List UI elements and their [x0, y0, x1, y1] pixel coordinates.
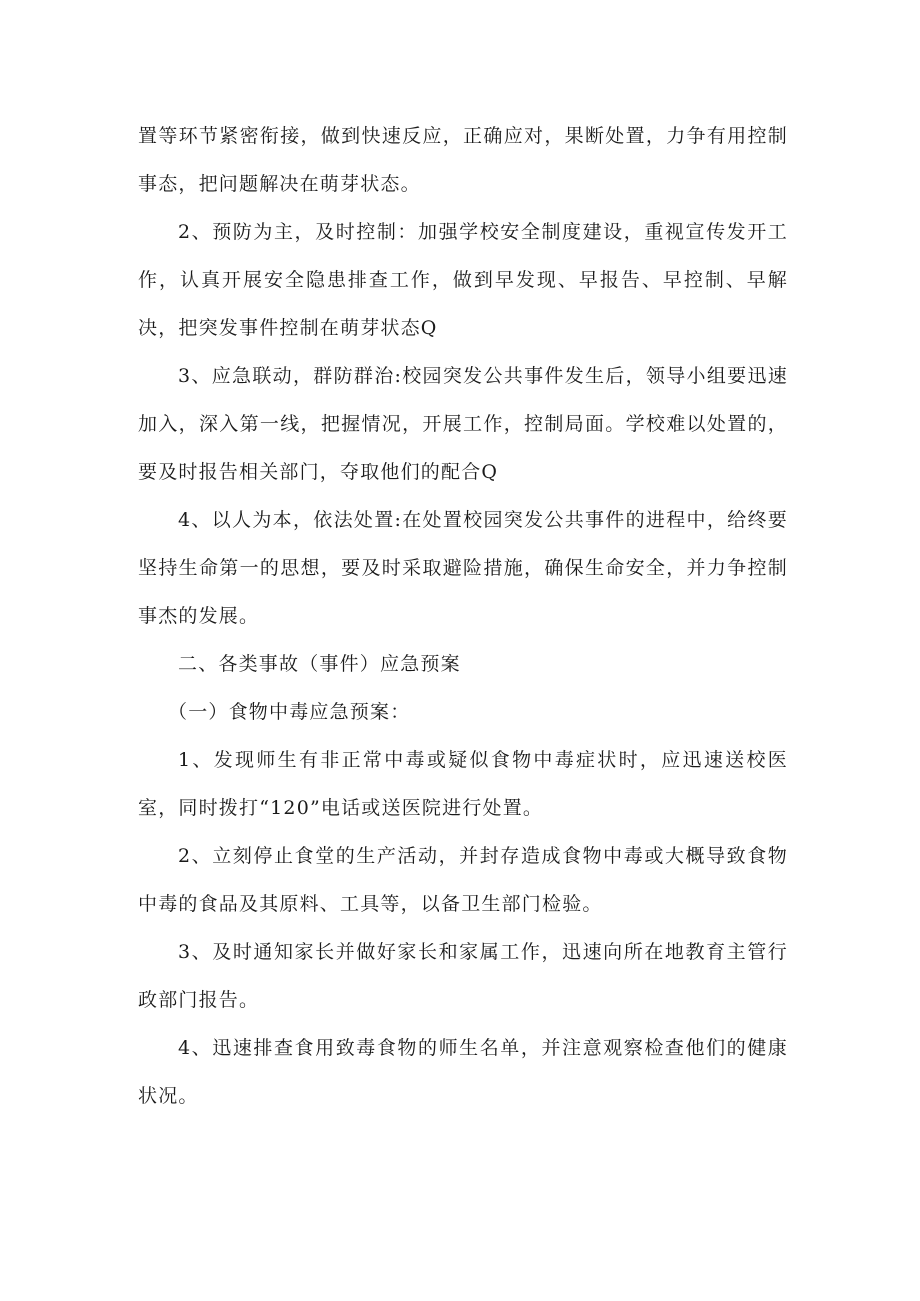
document-body: [138, 112, 788, 1120]
section-heading: 二、各类事故（事件）应急预案: [178, 653, 461, 675]
list-item: 2、立刻停止食堂的生产活动，并封存造成食物中毒或大概导致食物中毒的食品及其原料、工具等，以备卫生部门检验。: [138, 845, 788, 915]
paragraph-continued: 置等环节紧密衔接，做到快速反应，正确应对，果断处置，力争有用控制事态，把问题解决在萌芽状态。: [138, 125, 788, 195]
paragraph-emergency-linkage: 3、应急联动，群防群治:校园突发公共事件发生后，领导小组要迅速加入，深入第一线，把握情况，开展工作，控制局面。学校难以处置的，要及时报告相关部门，夺取他们的配合Q: [138, 365, 788, 483]
subsection-heading: （一）食物中毒应急预案：: [168, 701, 411, 723]
list-item: 1、发现师生有非正常中毒或疑似食物中毒症状时，应迅速送校医室，同时拨打“120”电话或送医院进行处置。: [138, 749, 788, 819]
list-item: 3、及时通知家长并做好家长和家属工作，迅速向所在地教育主管行政部门报告。: [138, 941, 788, 1011]
paragraph-prevention: 2、预防为主，及时控制：加强学校安全制度建设，重视宣传发开工作，认真开展安全隐患排查工作，做到早发现、早报告、早控制、早解决，把突发事件控制在萌芽状态Q: [138, 221, 788, 339]
paragraph-people-oriented: 4、以人为本，依法处置:在处置校园突发公共事件的进程中，给终要坚持生命第一的思想，要及时采取避险措施，确保生命安全，并力争控制事杰的发展。: [138, 509, 788, 627]
list-item: 4、迅速排查食用致毒食物的师生名单，并注意观察检查他们的健康状况。: [138, 1037, 788, 1107]
